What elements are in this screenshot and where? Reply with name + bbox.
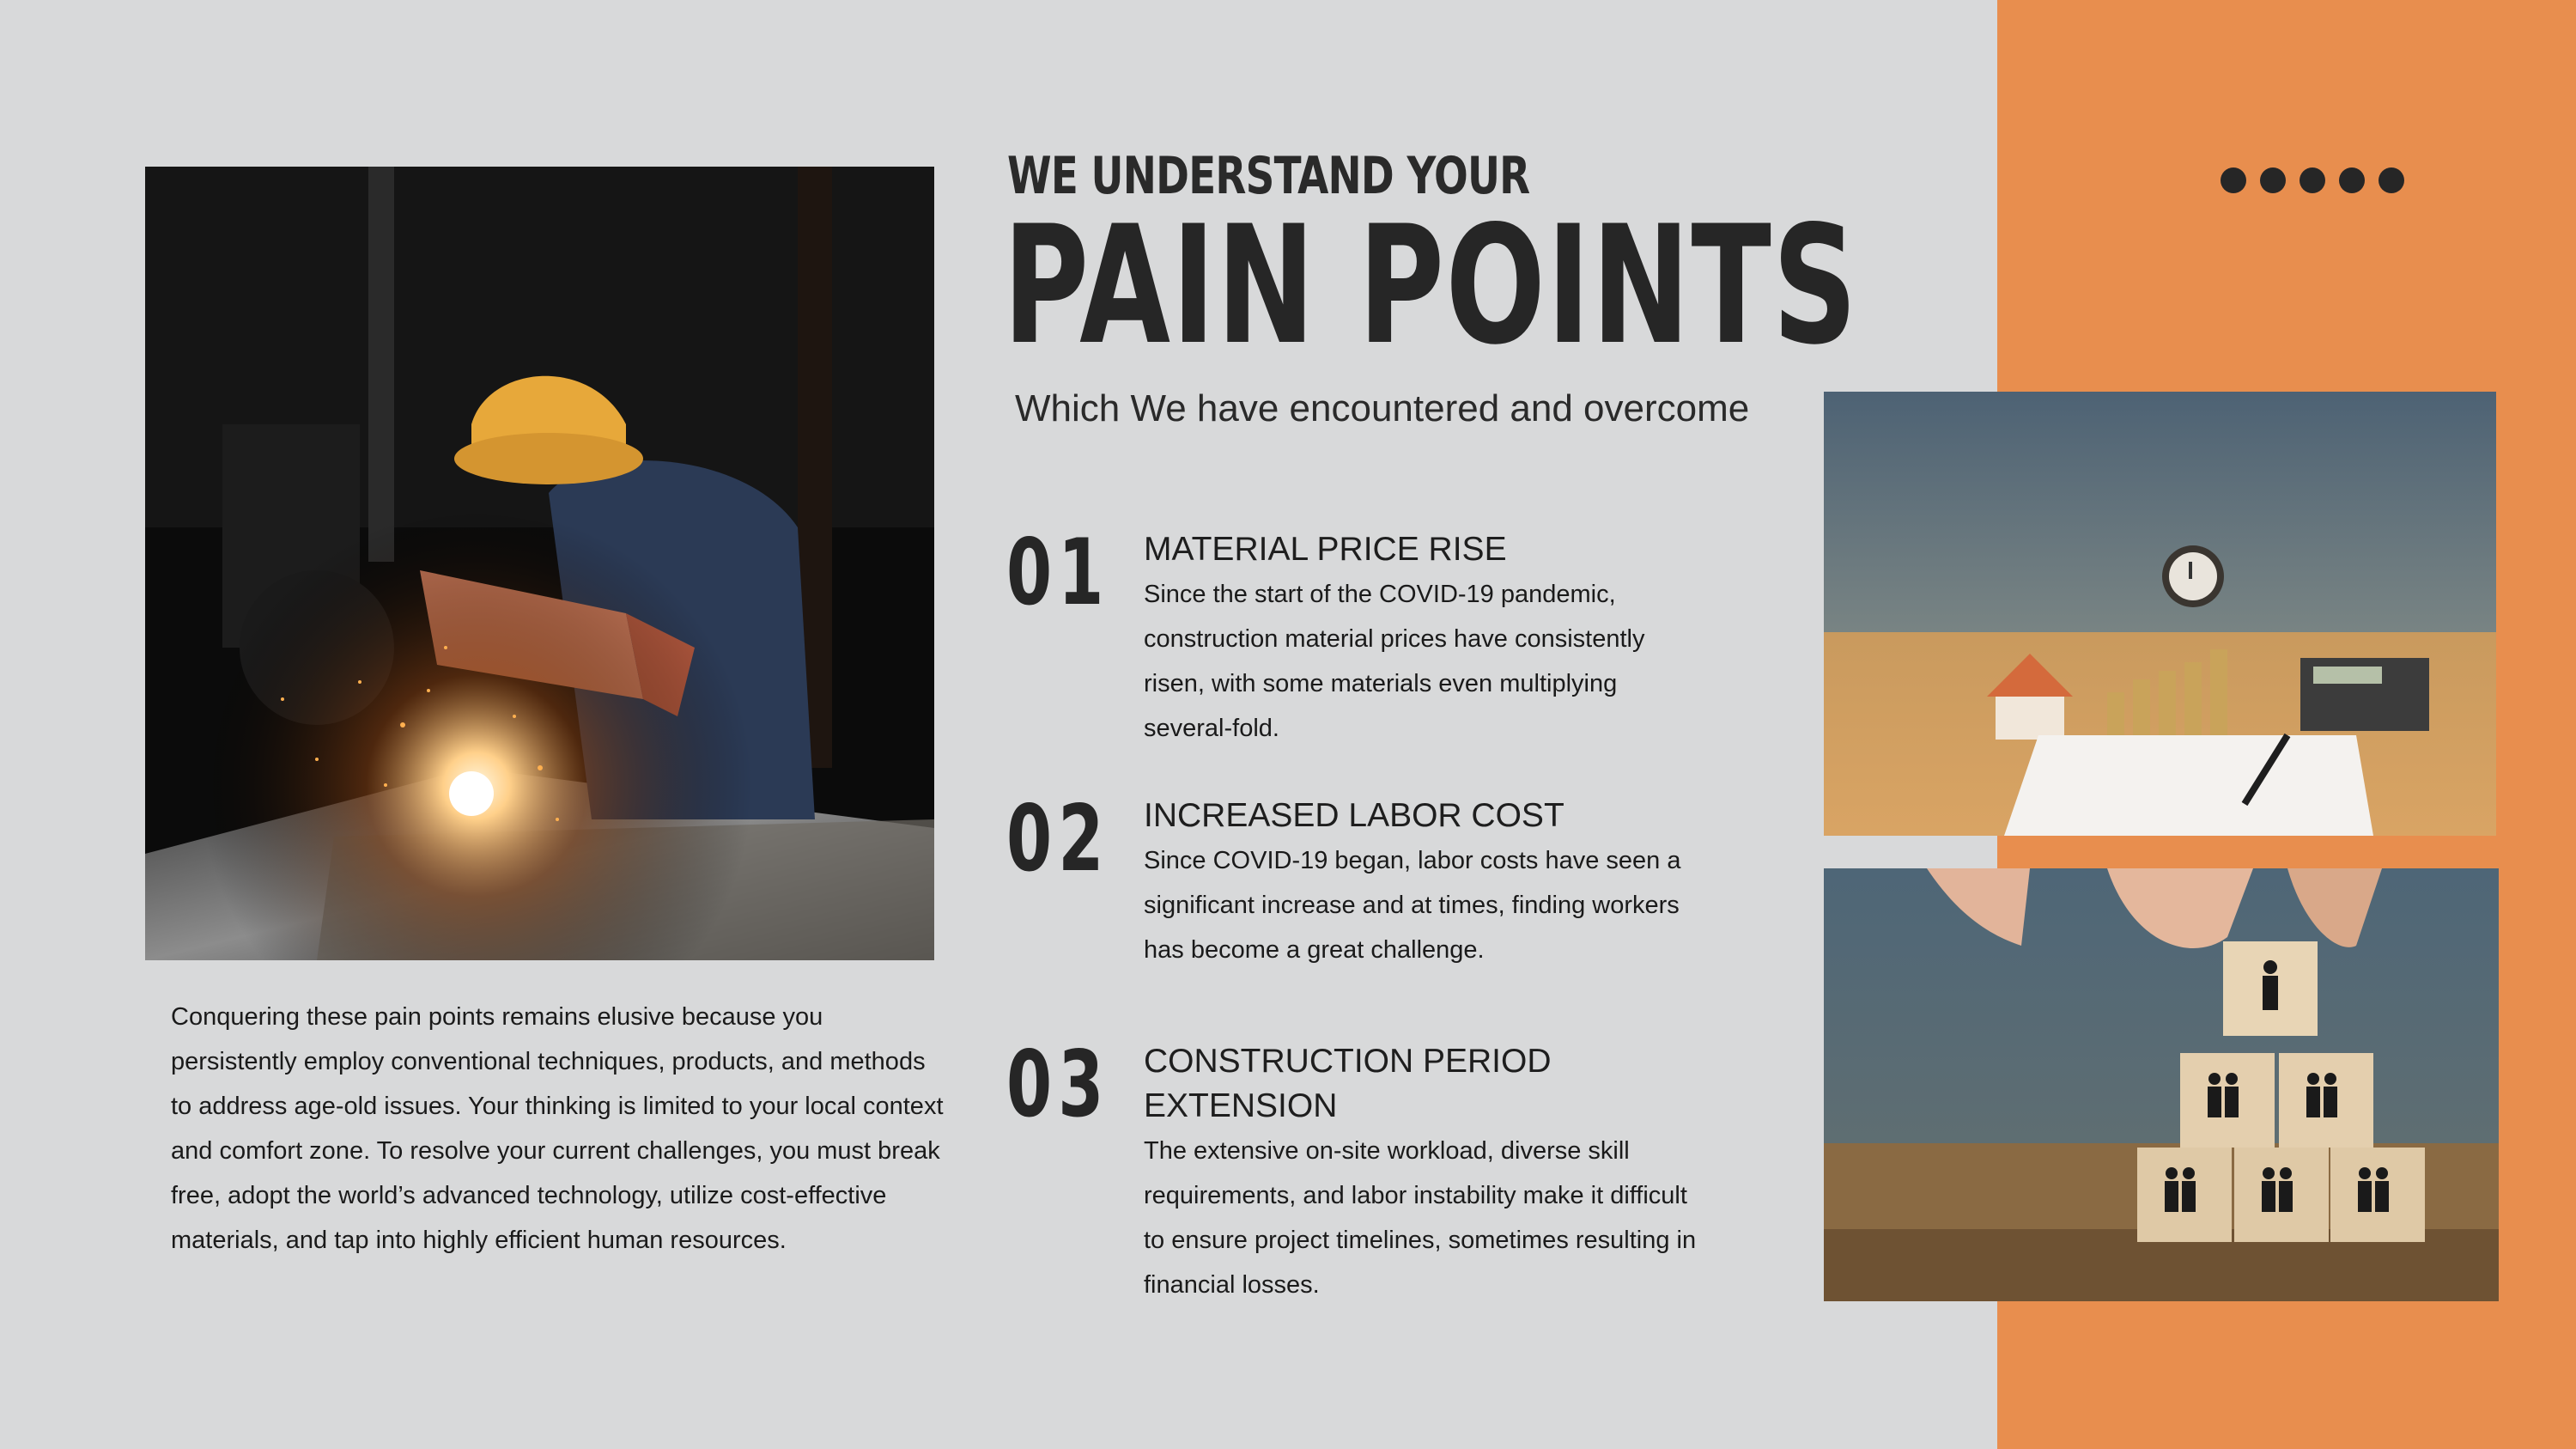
point-body [1144,1039,1702,1307]
house-coins-calculator-photo [1824,392,2496,836]
point-body [1144,794,1702,972]
dot [2221,167,2246,193]
point-number: 01 [1006,520,1110,625]
point-title: INCREASED LABOR COST [1144,797,1564,834]
dot [2339,167,2365,193]
kicker-heading: WE UNDERSTAND YOUR [1007,146,1530,206]
dot [2260,167,2286,193]
dots-decoration [2221,167,2404,193]
dot [2300,167,2325,193]
people-blocks-photo [1824,868,2499,1301]
point-title: CONSTRUCTION PERIOD EXTENSION [1144,1043,1552,1124]
point-number: 03 [1006,1032,1110,1137]
intro-paragraph: Conquering these pain points remains elusive because you persistently employ conventional techniques, products, and methods to address age-old issues. Your thinking is limited to your local context and comfort zone. To resolve your current challenges, you must break free, adopt the world’s advanced technology, utilize cost-effective materials, and tap into highly efficient human resources. [171,1003,944,1254]
point-body [1144,527,1702,751]
welder-photo [145,167,934,960]
point-number: 02 [1006,786,1110,892]
point-title: MATERIAL PRICE RISE [1144,531,1507,568]
point-description: Since COVID-19 began, labor costs have seen a significant increase and at times, finding workers has become a great challenge. [1144,847,1681,964]
dot [2379,167,2404,193]
point-description: Since the start of the COVID-19 pandemic, construction material prices have consistently risen, with some materials even multiplying several-fold. [1144,581,1645,742]
page-title: PAIN POINTS [1003,191,1859,381]
point-description: The extensive on-site workload, diverse skill requirements, and labor instability make it difficult to ensure project timelines, sometimes resulting in financial losses. [1144,1137,1697,1299]
subheadline: Which We have encountered and overcome [1015,387,1750,429]
